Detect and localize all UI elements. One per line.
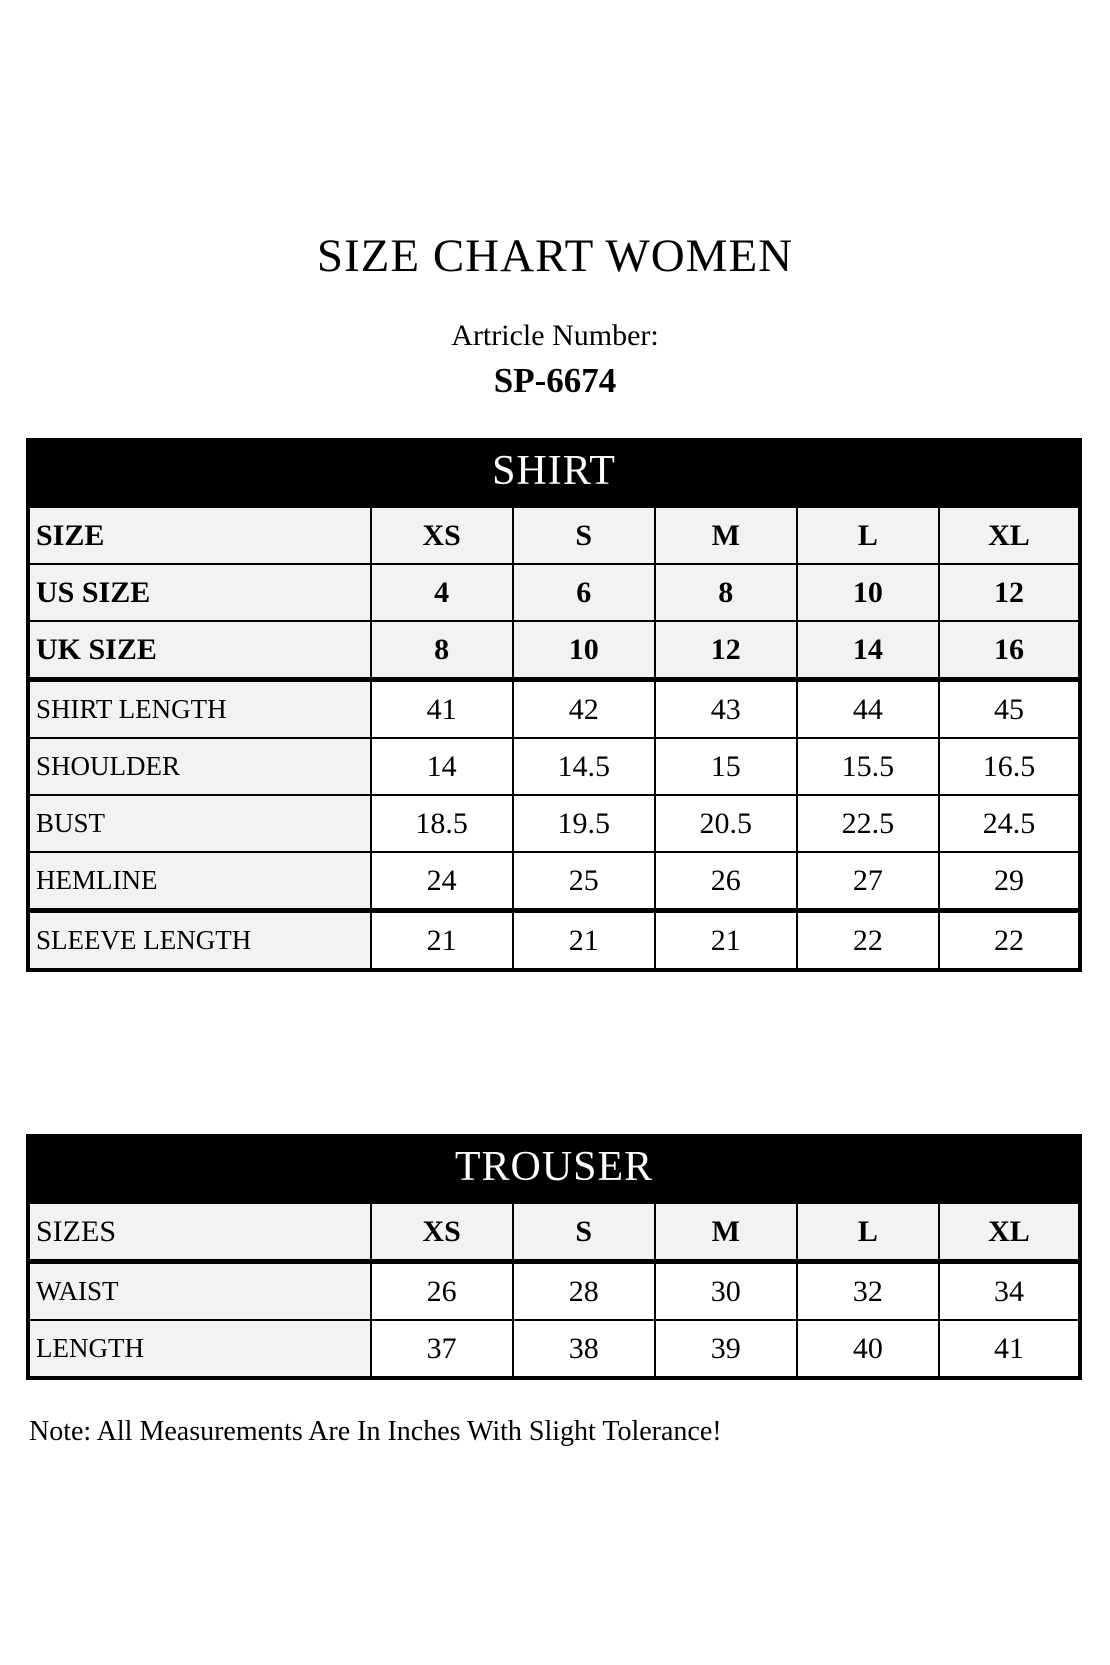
trouser-row-length [28,1320,1080,1378]
cell-s: 38 [513,1320,655,1378]
row-label: SLEEVE LENGTH [28,911,371,971]
article-label: Artricle Number: [451,319,659,352]
cell-l: 22.5 [797,795,939,852]
cell-s: 10 [513,621,655,680]
cell-xl: 29 [939,852,1080,911]
cell-m: 30 [655,1262,797,1321]
cell-xl: 12 [939,564,1080,621]
page-title: SIZE CHART WOMEN [316,230,794,282]
cell-xs: 24 [371,852,513,911]
cell-xl: 41 [939,1320,1080,1378]
cell-xl: XL [939,1202,1080,1262]
shirt-table [26,504,1082,972]
shirt-row-us-size [28,564,1080,621]
cell-s: 21 [513,911,655,971]
row-label: UK SIZE [28,621,371,680]
row-label: LENGTH [28,1320,371,1378]
cell-xs: 8 [371,621,513,680]
cell-xs: 26 [371,1262,513,1321]
cell-xs: XS [371,506,513,564]
row-label: BUST [28,795,371,852]
cell-xs: 4 [371,564,513,621]
cell-xs: 14 [371,738,513,795]
cell-m: 12 [655,621,797,680]
cell-xl: 45 [939,680,1080,739]
cell-m: M [655,1202,797,1262]
cell-l: 44 [797,680,939,739]
cell-m: 20.5 [655,795,797,852]
cell-l: 40 [797,1320,939,1378]
cell-xl: 16 [939,621,1080,680]
cell-s: 6 [513,564,655,621]
cell-s: S [513,506,655,564]
cell-l: 27 [797,852,939,911]
cell-m: M [655,506,797,564]
cell-s: 14.5 [513,738,655,795]
shirt-row-bust [28,795,1080,852]
cell-l: 15.5 [797,738,939,795]
note-text: Note: All Measurements Are In Inches With Slight Tolerance! [29,1416,722,1447]
shirt-row-uk-size [28,621,1080,680]
cell-s: 25 [513,852,655,911]
cell-s: 19.5 [513,795,655,852]
row-label: WAIST [28,1262,371,1321]
row-label: SIZES [28,1202,371,1262]
row-label: HEMLINE [28,852,371,911]
cell-s: 28 [513,1262,655,1321]
cell-m: 43 [655,680,797,739]
cell-xs: 21 [371,911,513,971]
row-label: US SIZE [28,564,371,621]
shirt-row-shirt-length [28,680,1080,739]
cell-m: 39 [655,1320,797,1378]
shirt-row-hemline [28,852,1080,911]
cell-m: 21 [655,911,797,971]
cell-xs: 41 [371,680,513,739]
shirt-row-sleeve-length [28,911,1080,971]
shirt-row-shoulder [28,738,1080,795]
row-label: SHOULDER [28,738,371,795]
shirt-section [26,438,1082,972]
cell-l: 32 [797,1262,939,1321]
shirt-row-size [28,506,1080,564]
cell-xs: 37 [371,1320,513,1378]
cell-xs: 18.5 [371,795,513,852]
cell-l: 10 [797,564,939,621]
trouser-table-title: TROUSER [26,1134,1082,1200]
cell-m: 26 [655,852,797,911]
cell-xl: 34 [939,1262,1080,1321]
cell-xs: XS [371,1202,513,1262]
row-label: SHIRT LENGTH [28,680,371,739]
cell-s: S [513,1202,655,1262]
cell-l: L [797,1202,939,1262]
cell-xl: 16.5 [939,738,1080,795]
trouser-section [26,1134,1082,1380]
cell-m: 8 [655,564,797,621]
cell-xl: 24.5 [939,795,1080,852]
cell-l: 22 [797,911,939,971]
cell-m: 15 [655,738,797,795]
trouser-row-sizes [28,1202,1080,1262]
shirt-table-title: SHIRT [26,438,1082,504]
cell-l: 14 [797,621,939,680]
article-number: SP-6674 [493,361,617,400]
trouser-row-waist [28,1262,1080,1321]
cell-s: 42 [513,680,655,739]
cell-xl: XL [939,506,1080,564]
trouser-table [26,1200,1082,1380]
row-label: SIZE [28,506,371,564]
cell-xl: 22 [939,911,1080,971]
cell-l: L [797,506,939,564]
